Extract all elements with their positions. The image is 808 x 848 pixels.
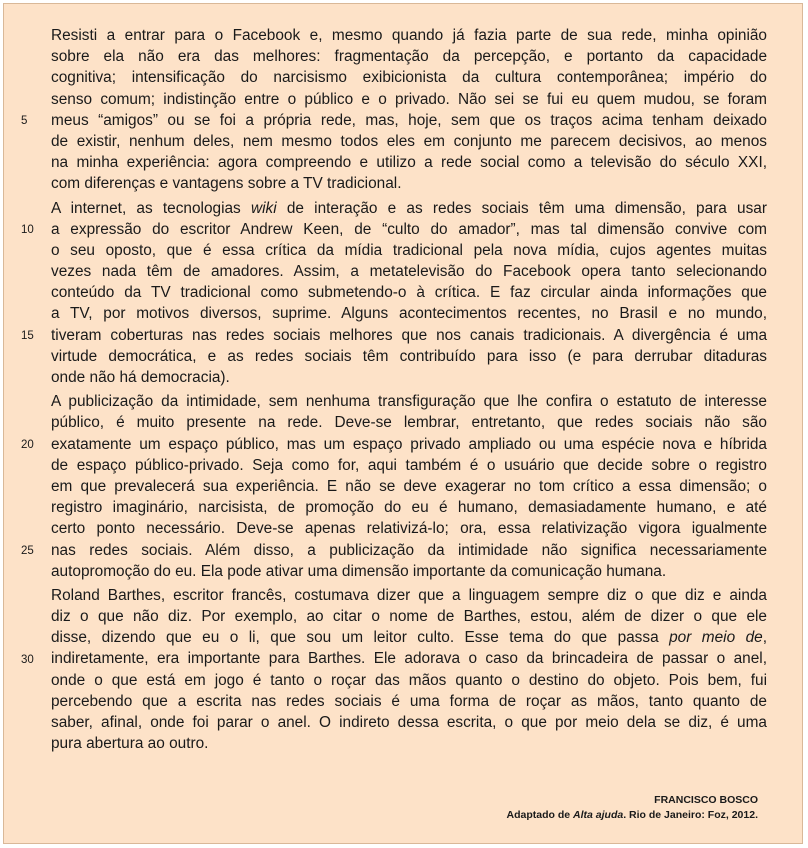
text-line [51, 303, 767, 324]
line-text: disse, dizendo que eu o li, que sou um leitor culto. Esse tema do que passa [51, 629, 670, 647]
line-number: 25 [21, 544, 34, 557]
text-line [51, 476, 767, 497]
text-box [3, 3, 803, 844]
text-line [51, 198, 767, 219]
line-text: conteúdo da TV tradicional como submetendo-o à crítica. E faz circular ainda informações que [51, 284, 767, 302]
text-line [51, 412, 767, 433]
source-prefix: Adaptado de [506, 809, 574, 821]
source-suffix: . Rio de Janeiro: Foz, 2012. [623, 809, 758, 821]
text-line [51, 648, 767, 669]
text-line [51, 691, 767, 712]
paragraph [51, 585, 767, 755]
line-text: autopromoção do eu. Ela pode ativar uma dimensão importante da comunicação humana. [51, 562, 667, 580]
text-line [51, 606, 767, 627]
text-line [51, 325, 767, 346]
text-line [51, 346, 767, 367]
line-text: onde não há democracia). [51, 369, 230, 386]
line-text: registro imaginário, narcisista, de promoção do eu é humano, demasiadamente humano, e até [51, 499, 767, 517]
text-line [51, 89, 767, 110]
italic-term: por meio de [669, 629, 763, 647]
text-line [51, 518, 767, 539]
line-number: 20 [21, 438, 34, 451]
text-line [51, 240, 767, 261]
source-title: Alta ajuda [573, 809, 624, 821]
line-text: com diferenças e vantagens sobre a TV tradicional. [51, 175, 402, 193]
text-line [51, 46, 767, 67]
text-line [51, 25, 767, 46]
line-text: a TV, por motivos diversos, suprime. Alguns acontecimentos recentes, no Brasil e no mundo, [51, 305, 767, 323]
line-text: cognitiva; intensificação do narcisismo exibicionista da cultura contemporânea; império do [51, 69, 767, 87]
text-line [51, 131, 767, 152]
line-number: 5 [21, 114, 28, 127]
line-text: Resisti a entrar para o Facebook e, mesmo quando já fazia parte de sua rede, minha opinião [51, 27, 767, 44]
line-text: virtude democrática, e as redes sociais têm contribuído para isso (e para derrubar ditaduras [51, 347, 767, 365]
line-text: percebendo que a escrita nas redes sociais é uma forma de roçar as mãos, tanto quanto de [51, 692, 767, 710]
line-text: nas redes sociais. Além disso, a publicização da intimidade não significa necessariamente [51, 541, 767, 559]
line-text: sobre ela não era das melhores: fragmentação da percepção, e portanto da capacidade [51, 48, 767, 66]
line-text: Roland Barthes, escritor francês, costumava dizer que a linguagem sempre diz o que diz e ainda [51, 586, 767, 604]
text-line [51, 561, 767, 582]
line-text: exatamente um espaço público, mas um espaço privado ampliado ou uma espécie nova e híbrida [51, 435, 767, 453]
italic-term: wiki [250, 199, 277, 217]
paragraph [51, 198, 767, 389]
text-line [51, 67, 767, 88]
credits [507, 793, 759, 823]
line-text: onde o que está em jogo é tanto o roçar das mãos quanto o destino do objeto. Pois bem, fui [51, 671, 767, 689]
paragraph [51, 391, 767, 582]
line-text: a expressão do escritor Andrew Keen, de “culto do amador”, mas tal dimensão convive com [51, 220, 767, 238]
line-text: tiveram coberturas nas redes sociais melhores que nos canais tradicionais. A divergência é uma [51, 326, 767, 344]
line-text: o seu oposto, que é essa crítica da mídia tradicional pela nova mídia, cujos agentes muitas [51, 241, 767, 259]
text-line [51, 282, 767, 303]
text-line [51, 261, 767, 282]
paragraph [51, 25, 767, 195]
text-line [51, 219, 767, 240]
text-line [51, 152, 767, 173]
article-body [51, 25, 767, 757]
text-line [51, 367, 767, 388]
line-text: público, é muito presente na rede. Deve-se lembrar, entretanto, que redes sociais não são [51, 414, 767, 432]
line-text: vezes nada têm de amadores. Assim, a metatelevisão do Facebook opera tanto selecionando [51, 263, 767, 281]
text-line [51, 670, 767, 691]
line-text: pura abertura ao outro. [51, 735, 209, 753]
line-text: meus “amigos” ou se foi a própria rede, mas, hoje, sem que os traços acima tenham deixado [51, 111, 767, 129]
line-text: de espaço público-privado. Seja como for, aqui também é o usuário que decide sobre o registro [51, 456, 767, 474]
line-text: , [762, 629, 767, 647]
text-line [51, 497, 767, 518]
line-number: 10 [21, 223, 34, 236]
text-line [51, 455, 767, 476]
line-number: 15 [21, 329, 34, 342]
text-line [51, 733, 767, 754]
line-text: diz o que não diz. Por exemplo, ao citar o nome de Barthes, estou, além de dizer o que ele [51, 608, 767, 626]
author-name: FRANCISCO BOSCO [654, 794, 758, 806]
line-text: em que prevalecerá sua experiência. E não se deve exagerar no tom crítico a essa dimensão; o [51, 477, 767, 495]
line-text: na minha experiência: agora compreendo e utilizo a rede social como a televisão do século XXI, [51, 154, 767, 172]
line-text: senso comum; indistinção entre o público e o privado. Não sei se fui eu quem mudou, se foram [51, 90, 767, 108]
line-text: saber, afinal, onde foi parar o anel. O indireto dessa escrita, o que por meio dela se diz, é uma [51, 714, 767, 731]
line-text: A publicização da intimidade, sem nenhuma transfiguração que lhe confira o estatuto de interesse [51, 393, 767, 411]
text-line [51, 712, 767, 733]
line-number: 30 [21, 653, 34, 666]
text-line [51, 585, 767, 606]
text-line [51, 434, 767, 455]
line-text: A internet, as tecnologias [51, 199, 251, 217]
text-line [51, 540, 767, 561]
line-text: certo ponto necessário. Deve-se apenas relativizá-lo; ora, essa relativização vigora igualmente [51, 520, 767, 538]
text-line [51, 110, 767, 131]
source-reference [507, 808, 759, 823]
text-line [51, 391, 767, 412]
line-text: de existir, nenhum deles, nem mesmo todos eles em conjunto me parecem decisivos, ao menos [51, 132, 767, 150]
text-line [51, 627, 767, 648]
line-text: indiretamente, era importante para Barthes. Ele adorava o caso da brincadeira de passar o anel, [51, 650, 767, 668]
text-line [51, 173, 767, 194]
line-text: de interação e as redes sociais têm uma dimensão, para usar [276, 199, 767, 217]
